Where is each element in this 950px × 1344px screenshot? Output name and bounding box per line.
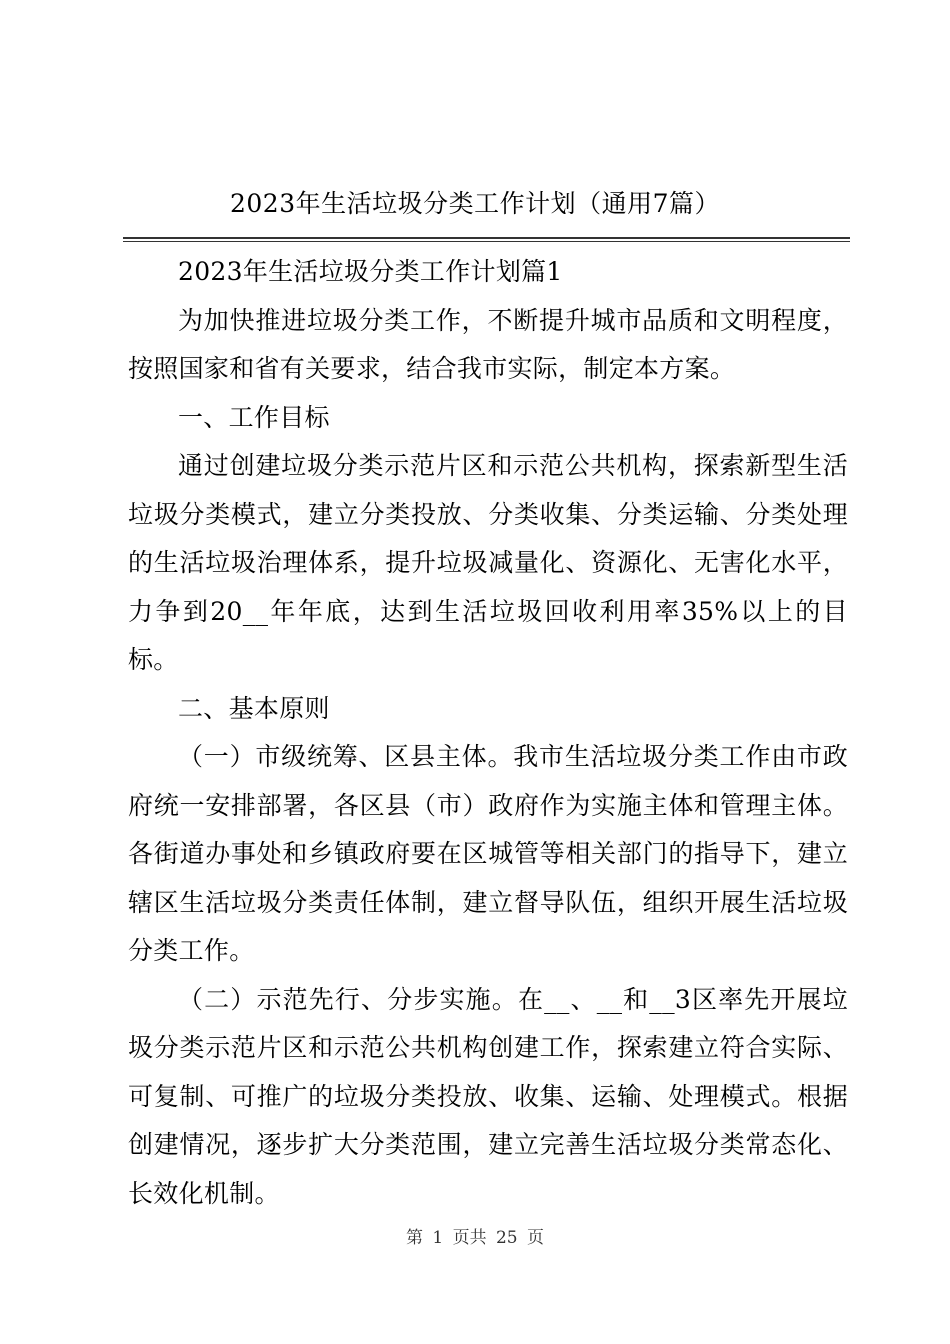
title-divider xyxy=(123,237,850,242)
goals-paragraph: 通过创建垃圾分类示范片区和示范公共机构，探索新型生活垃圾分类模式，建立分类投放、分类收集、分类运输、分类处理的生活垃圾治理体系，提升垃圾减量化、资源化、无害化水平，力争到20__年年底，达到生活垃圾回收利用率35%以上的目标。 xyxy=(128,451,848,674)
intro-paragraph: 为加快推进垃圾分类工作，不断提升城市品质和文明程度，按照国家和省有关要求，结合我市实际，制定本方案。 xyxy=(128,305,848,383)
section-heading-goals: 一、工作目标 xyxy=(178,402,330,432)
principle-1-paragraph: （一）市级统筹、区县主体。我市生活垃圾分类工作由市政府统一安排部署，各区县（市）政府作为实施主体和管理主体。各街道办事处和乡镇政府要在区城管等相关部门的指导下，建立辖区生活垃圾分类责任体制，建立督导队伍，组织开展生活垃圾分类工作。 xyxy=(128,742,848,965)
section-heading-plan-1: 2023年生活垃圾分类工作计划篇1 xyxy=(178,257,563,286)
page-number-footer: 第 1 页共 25 页 xyxy=(405,1228,545,1248)
document-body xyxy=(128,248,848,1218)
document-title: 2023年生活垃圾分类工作计划（通用7篇） xyxy=(229,189,721,218)
principle-2-paragraph: （二）示范先行、分步实施。在__、__和__3区率先开展垃圾分类示范片区和示范公共机构创建工作，探索建立符合实际、可复制、可推广的垃圾分类投放、收集、运输、处理模式。根据创建情况，逐步扩大分类范围，建立完善生活垃圾分类常态化、长效化机制。 xyxy=(128,984,848,1208)
section-heading-principles: 二、基本原则 xyxy=(178,693,330,723)
